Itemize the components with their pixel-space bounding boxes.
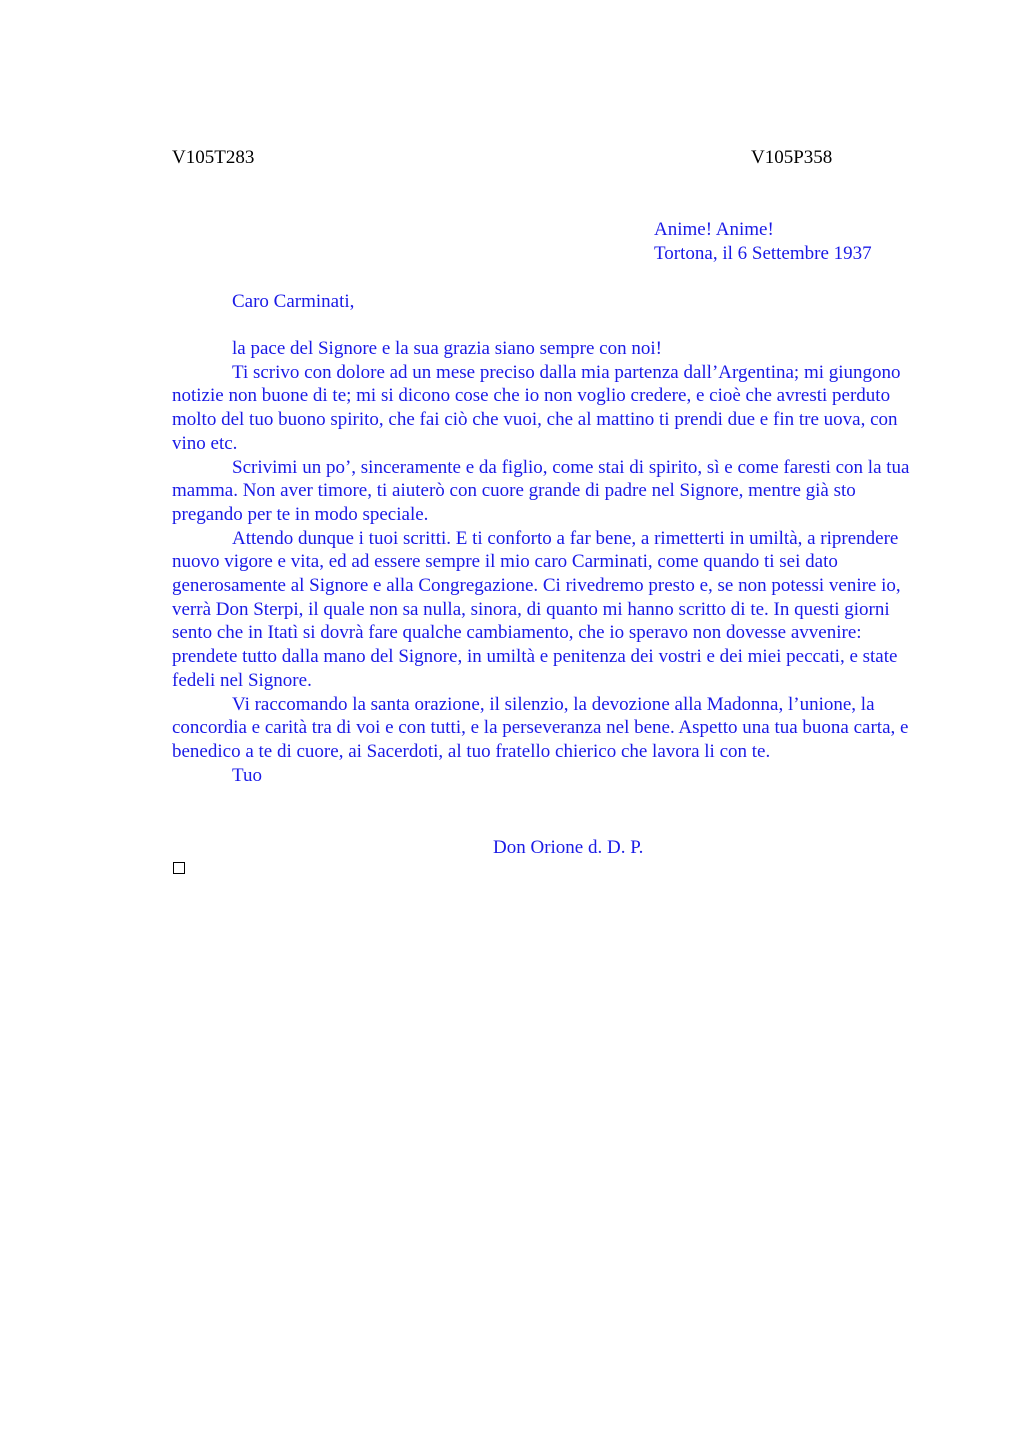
letter-paragraph: la pace del Signore e la sua grazia siano sempre con noi! [232, 338, 662, 359]
letter-paragraph: Ti scrivo con dolore ad un mese preciso dalla mia partenza dall’Argentina; mi giungono notizie non buone di te; mi si dicono cose che io non voglio credere, e cioè che avresti perduto molto del tuo buono spirito, che fai ciò che vuoi, che al mattino ti prendi due e fin tre uova, con vino etc. [172, 361, 901, 454]
end-of-document-square-icon [173, 862, 185, 874]
letter-heading [654, 218, 872, 265]
letter-paragraph: Scrivimi un po’, sinceramente e da figlio, come stai di spirito, sì e come faresti con la tua mamma. Non aver timore, ti aiuterò con cuore grande di padre nel Signore, mentre già sto pregando per te in modo speciale. [172, 456, 910, 525]
letter-place-date: Tortona, il 6 Settembre 1937 [654, 242, 872, 264]
letter-motto: Anime! Anime! [654, 219, 774, 240]
letter-body [172, 337, 920, 787]
letter-paragraph: Attendo dunque i tuoi scritti. E ti conforto a far bene, a rimetterti in umiltà, a riprendere nuovo vigore e vita, ed ad essere sempre il mio caro Carminati, come quando ti sei dato generosamente al Signore e alla Congregazione. Ci rivedremo presto e, se non potessi venire io, verrà Don Sterpi, il quale non sa nulla, sinora, di quanto mi hanno scritto di te. In questi giorni sento che in Itatì si dovrà fare qualche cambiamento, che io speravo non dovesse avvenire: prendete tutto dalla mano del Signore, in umiltà e penitenza dei vostri e dei miei peccati, e state fedeli nel Signore. [172, 527, 901, 691]
letter-paragraph: Vi raccomando la santa orazione, il silenzio, la devozione alla Madonna, l’unione, la concordia e carità tra di voi e con tutti, e la perseveranza nel bene. Aspetto una tua buona carta, e benedico a te di cuore, ai Sacerdoti, al tuo fratello chierico che lavora li con te. [172, 693, 909, 762]
letter-greeting: Caro Carminati, [232, 291, 355, 312]
letter-signature: Don Orione d. D. P. [493, 837, 644, 858]
document-code-left: V105T283 [172, 147, 255, 168]
document-code-right: V105P358 [751, 147, 833, 168]
letter-closing: Tuo [232, 764, 262, 786]
